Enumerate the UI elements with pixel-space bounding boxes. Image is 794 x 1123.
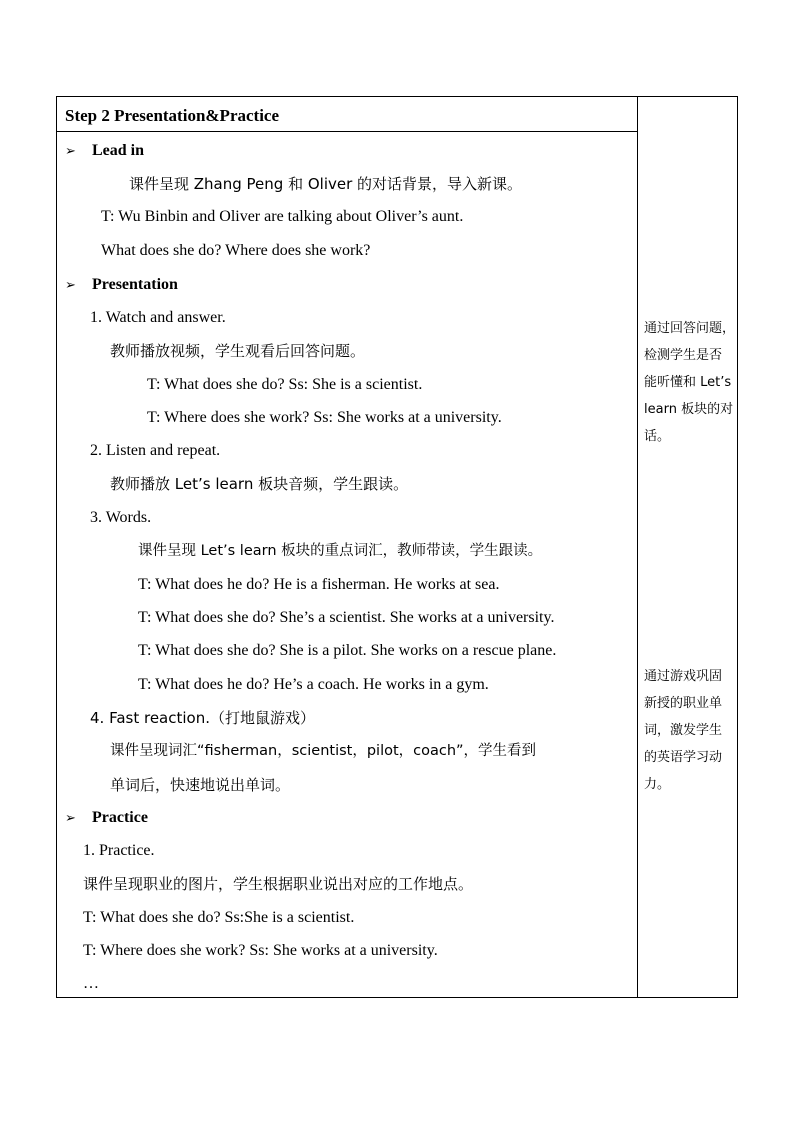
arrow-bullet-icon: ➢ [65,810,76,825]
presentation-line: T: What does she do? Ss: She is a scientist. [147,376,423,393]
practice-line: … [83,975,99,992]
presentation-item-label: 4. Fast reaction.（打地鼠游戏） [90,709,315,727]
practice-item-label: 1. Practice. [83,842,155,859]
practice-line: T: Where does she work? Ss: She works at a university. [83,942,438,959]
step-title: Step 2 Presentation&Practice [65,106,280,125]
presentation-item-label: 1. Watch and answer. [90,309,226,326]
presentation-line: 教师播放视频，学生观看后回答问题。 [110,342,366,360]
arrow-bullet-icon: ➢ [65,143,76,158]
presentation-line: T: What does he do? He’s a coach. He works in a gym. [138,676,489,693]
presentation-line: T: What does she do? She’s a scientist. She works at a university. [138,609,555,626]
presentation-heading: Presentation [92,276,178,293]
arrow-bullet-icon: ➢ [65,277,76,292]
header-divider [57,131,637,132]
lead-in-heading: Lead in [92,142,145,159]
presentation-line: 课件呈现词汇“fisherman，scientist，pilot，coach”，学生看到 [110,743,537,759]
column-divider [637,97,638,997]
lead-in-line: T: Wu Binbin and Oliver are talking about Oliver’s aunt. [101,208,464,225]
lesson-plan-table: Step 2 Presentation&Practice ➢ Lead in 课件呈现 Zhang Peng 和 Oliver 的对话背景，导入新课。 T: Wu Binbin and Oliver are talking about Oliver’s aunt. What does she do? Where does she work? ➢ Presentation 1. Watch and answer. 教师播放视频，学生观看后回答问题。 T: What does she do? Ss: She is a scientist. T: Where does she work? Ss: She works at a university. 2. Listen and repeat. 教师播放 Let’s learn 板块音频，学生跟读。 3. Words. 课件呈现 Let’s learn 板块的重点词汇，教师带读，学生跟读。 T: What does he do? He is a fisherman. He works at sea. T: What does she do? She’s a scientist. She works at a university. T: What does she do? She is a pilot. She works on a rescue plane. T: What does he do? He’s a coach. He works in a gym. 4. Fast reaction.（打地鼠游戏） 课件呈现词汇“fisherman，scientist，pilot，coach”，学生看到 单词后，快速地说出单词。 ➢ Practice 1. Practice. 课件呈现职业的图片，学生根据职业说出对应的工作地点。 T: What does she do? Ss:She is a scientist. T: Where does she work? Ss: She works at a university. … 通过回答问题， 检测学生是否 能听懂和 Let’s learn 板块的对 话。 通过游戏巩固 新授的职业单 词，激发学生 的英语学习动 力。 [56,96,738,998]
presentation-line: T: Where does she work? Ss: She works at a university. [147,409,502,426]
practice-heading: Practice [92,809,148,826]
presentation-line: 课件呈现 Let’s learn 板块的重点词汇，教师带读，学生跟读。 [138,543,543,559]
presentation-line: T: What does she do? She is a pilot. She works on a rescue plane. [138,642,557,659]
lead-in-line: 课件呈现 Zhang Peng 和 Oliver 的对话背景，导入新课。 [129,175,523,193]
presentation-item-label: 2. Listen and repeat. [90,442,221,459]
lead-in-line: What does she do? Where does she work? [101,242,371,259]
presentation-line: 单词后，快速地说出单词。 [110,776,291,794]
presentation-line: 教师播放 Let’s learn 板块音频，学生跟读。 [110,475,409,493]
practice-line: 课件呈现职业的图片，学生根据职业说出对应的工作地点。 [83,875,474,893]
practice-line: T: What does she do? Ss:She is a scientist. [83,909,355,926]
presentation-item-label: 3. Words. [90,509,152,526]
presentation-line: T: What does he do? He is a fisherman. He works at sea. [138,576,500,593]
